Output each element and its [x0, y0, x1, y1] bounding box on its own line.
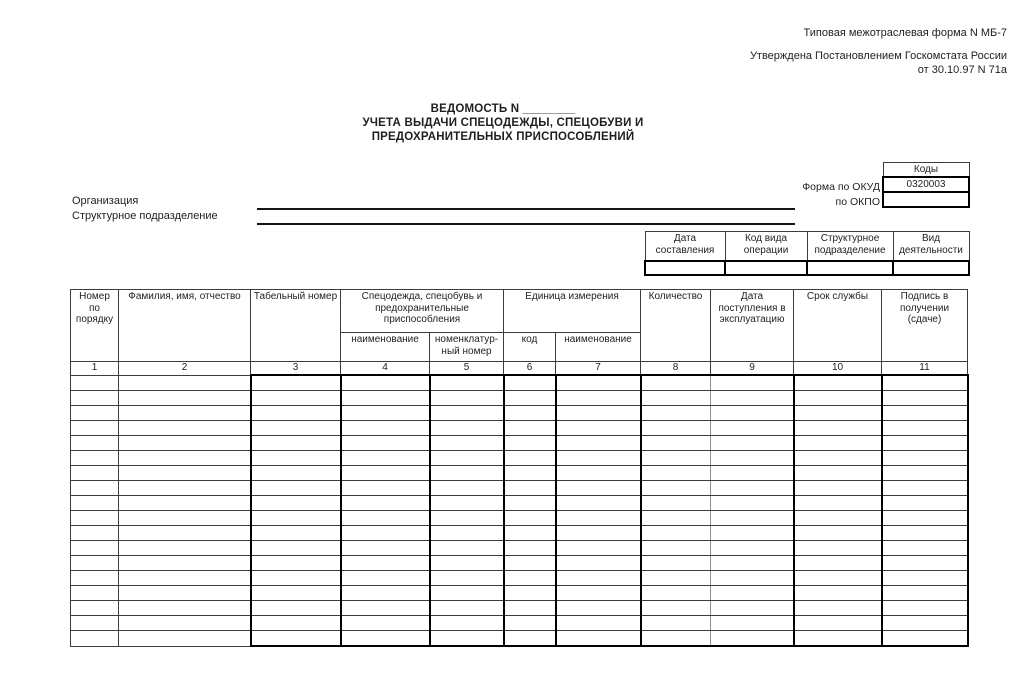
approval-date-note: от 30.10.97 N 71а — [917, 64, 1007, 76]
blank-cell — [341, 436, 430, 451]
blank-cell — [119, 421, 251, 436]
title-line-2: УЧЕТА ВЫДАЧИ СПЕЦОДЕЖДЫ, СПЕЦОБУВИ И — [362, 117, 644, 129]
blank-cell — [504, 631, 556, 647]
col-header-signature: Подпись в получении (сдаче) — [882, 290, 968, 362]
blank-cell — [711, 391, 794, 406]
blank-cell — [341, 601, 430, 616]
blank-cell — [341, 526, 430, 541]
document-title — [363, 102, 644, 144]
organization-label: Организация — [72, 195, 139, 207]
blank-cell — [641, 406, 711, 421]
blank-cell — [119, 466, 251, 481]
blank-cell — [71, 436, 119, 451]
blank-cell — [882, 481, 968, 496]
blank-cell — [794, 451, 882, 466]
okud-label: Форма по ОКУД — [802, 181, 880, 193]
blank-cell — [119, 451, 251, 466]
blank-cell — [556, 526, 641, 541]
blank-cell — [119, 496, 251, 511]
blank-cell — [119, 601, 251, 616]
form-type-note: Типовая межотраслевая форма N МБ-7 — [803, 27, 1007, 39]
blank-cell — [504, 481, 556, 496]
blank-cell — [794, 631, 882, 647]
blank-cell — [641, 421, 711, 436]
table-row — [71, 451, 968, 466]
info-header-department: Структурное подразделение — [807, 232, 893, 262]
blank-cell — [794, 496, 882, 511]
blank-cell — [711, 375, 794, 391]
blank-cell — [119, 541, 251, 556]
blank-cell — [71, 451, 119, 466]
blank-cell — [341, 586, 430, 601]
blank-cell — [251, 466, 341, 481]
blank-cell — [251, 375, 341, 391]
blank-cell — [341, 511, 430, 526]
blank-cell — [119, 556, 251, 571]
blank-cell — [504, 451, 556, 466]
blank-cell — [556, 541, 641, 556]
blank-cell — [504, 391, 556, 406]
blank-cell — [556, 375, 641, 391]
blank-cell — [882, 526, 968, 541]
blank-cell — [430, 601, 504, 616]
blank-cell — [71, 601, 119, 616]
table-row — [71, 391, 968, 406]
blank-cell — [341, 481, 430, 496]
blank-cell — [556, 571, 641, 586]
blank-cell — [711, 421, 794, 436]
blank-cell — [251, 586, 341, 601]
blank-cell — [119, 631, 251, 647]
blank-cell — [882, 586, 968, 601]
blank-cell — [119, 571, 251, 586]
blank-cell — [341, 466, 430, 481]
col-header-service-life: Срок службы — [794, 290, 882, 362]
col-header-personnel-number: Табельный номер — [251, 290, 341, 362]
blank-cell — [711, 541, 794, 556]
table-row — [71, 601, 968, 616]
blank-cell — [882, 496, 968, 511]
blank-cell — [882, 601, 968, 616]
blank-cell — [251, 421, 341, 436]
info-value-cell — [893, 261, 969, 275]
blank-cell — [430, 436, 504, 451]
info-header-activity: Вид деятельности — [893, 232, 969, 262]
blank-cell — [71, 586, 119, 601]
blank-cell — [556, 466, 641, 481]
col-number-cell: 9 — [711, 362, 794, 376]
blank-cell — [71, 421, 119, 436]
blank-cell — [251, 526, 341, 541]
blank-cell — [556, 451, 641, 466]
blank-cell — [430, 406, 504, 421]
col-header-item-name: наименование — [341, 333, 430, 362]
blank-cell — [341, 391, 430, 406]
blank-cell — [556, 616, 641, 631]
blank-cell — [504, 466, 556, 481]
blank-cell — [641, 511, 711, 526]
info-value-cell — [725, 261, 807, 275]
blank-cell — [641, 496, 711, 511]
blank-cell — [641, 631, 711, 647]
blank-cell — [71, 511, 119, 526]
department-label: Структурное подразделение — [72, 210, 218, 222]
blank-cell — [430, 466, 504, 481]
blank-cell — [794, 526, 882, 541]
table-row — [71, 406, 968, 421]
blank-cell — [504, 496, 556, 511]
blank-cell — [641, 375, 711, 391]
blank-cell — [119, 586, 251, 601]
col-number-cell: 3 — [251, 362, 341, 376]
blank-cell — [430, 586, 504, 601]
blank-cell — [71, 406, 119, 421]
blank-cell — [556, 586, 641, 601]
info-value-cell — [807, 261, 893, 275]
blank-cell — [641, 436, 711, 451]
blank-cell — [794, 421, 882, 436]
blank-cell — [641, 466, 711, 481]
group-header-unit: Единица измерения — [504, 290, 641, 333]
blank-cell — [504, 375, 556, 391]
blank-cell — [711, 436, 794, 451]
blank-cell — [882, 451, 968, 466]
blank-cell — [711, 451, 794, 466]
blank-cell — [556, 391, 641, 406]
col-header-date-in-service: Дата поступления в эксплуатацию — [711, 290, 794, 362]
blank-cell — [430, 511, 504, 526]
blank-cell — [641, 556, 711, 571]
blank-cell — [119, 375, 251, 391]
blank-cell — [882, 391, 968, 406]
blank-cell — [641, 481, 711, 496]
blank-cell — [119, 406, 251, 421]
blank-cell — [251, 571, 341, 586]
blank-cell — [794, 481, 882, 496]
blank-cell — [430, 421, 504, 436]
blank-cell — [71, 481, 119, 496]
info-header-operation-code: Код вида операции — [725, 232, 807, 262]
blank-cell — [504, 541, 556, 556]
blank-cell — [556, 436, 641, 451]
blank-cell — [504, 406, 556, 421]
table-row — [71, 631, 968, 647]
col-header-number: Номер по порядку — [71, 290, 119, 362]
blank-cell — [430, 631, 504, 647]
blank-cell — [556, 631, 641, 647]
blank-cell — [556, 406, 641, 421]
blank-cell — [341, 406, 430, 421]
blank-cell — [882, 421, 968, 436]
blank-cell — [641, 601, 711, 616]
blank-cell — [341, 421, 430, 436]
blank-cell — [504, 571, 556, 586]
blank-cell — [430, 541, 504, 556]
info-table — [644, 231, 970, 276]
table-row — [71, 436, 968, 451]
blank-cell — [71, 571, 119, 586]
blank-cell — [71, 556, 119, 571]
blank-cell — [119, 511, 251, 526]
table-row — [71, 375, 968, 391]
blank-cell — [711, 631, 794, 647]
blank-cell — [251, 511, 341, 526]
col-header-name: Фамилия, имя, отчество — [119, 290, 251, 362]
blank-cell — [882, 466, 968, 481]
blank-cell — [556, 421, 641, 436]
blank-cell — [882, 556, 968, 571]
blank-cell — [794, 436, 882, 451]
codes-labels — [802, 180, 880, 210]
blank-cell — [711, 466, 794, 481]
blank-cell — [794, 511, 882, 526]
blank-cell — [119, 526, 251, 541]
blank-cell — [794, 571, 882, 586]
blank-cell — [794, 541, 882, 556]
approval-note: Утверждена Постановлением Госкомстата России — [749, 50, 1007, 62]
table-row — [71, 556, 968, 571]
blank-cell — [430, 375, 504, 391]
blank-cell — [71, 526, 119, 541]
col-number-cell: 2 — [119, 362, 251, 376]
blank-cell — [882, 541, 968, 556]
blank-cell — [251, 481, 341, 496]
table-row — [71, 466, 968, 481]
blank-cell — [251, 406, 341, 421]
blank-cell — [71, 466, 119, 481]
blank-cell — [430, 526, 504, 541]
col-number-cell: 7 — [556, 362, 641, 376]
blank-cell — [251, 391, 341, 406]
blank-cell — [882, 511, 968, 526]
col-header-nomenclature-number: номенклатур-ный номер — [430, 333, 504, 362]
blank-cell — [430, 571, 504, 586]
blank-cell — [504, 601, 556, 616]
blank-cell — [641, 526, 711, 541]
blank-cell — [71, 541, 119, 556]
blank-cell — [556, 511, 641, 526]
table-row — [71, 586, 968, 601]
blank-cell — [119, 391, 251, 406]
blank-cell — [430, 616, 504, 631]
blank-cell — [341, 571, 430, 586]
blank-cell — [71, 375, 119, 391]
blank-cell — [711, 556, 794, 571]
blank-cell — [504, 526, 556, 541]
blank-cell — [430, 556, 504, 571]
blank-cell — [430, 496, 504, 511]
blank-cell — [504, 616, 556, 631]
blank-cell — [556, 496, 641, 511]
blank-cell — [711, 526, 794, 541]
blank-cell — [251, 616, 341, 631]
blank-cell — [556, 601, 641, 616]
col-number-cell: 8 — [641, 362, 711, 376]
blank-cell — [119, 616, 251, 631]
blank-cell — [794, 406, 882, 421]
blank-cell — [251, 601, 341, 616]
blank-cell — [711, 571, 794, 586]
info-header-date: Дата составления — [645, 232, 725, 262]
table-row — [71, 526, 968, 541]
blank-cell — [504, 586, 556, 601]
table-row — [71, 496, 968, 511]
blank-cell — [641, 616, 711, 631]
col-header-quantity: Количество — [641, 290, 711, 362]
blank-cell — [71, 616, 119, 631]
organization-fill-line — [257, 208, 795, 210]
blank-cell — [794, 391, 882, 406]
blank-cell — [556, 556, 641, 571]
info-value-cell — [645, 261, 725, 275]
okpo-value-cell — [883, 192, 969, 207]
blank-cell — [641, 391, 711, 406]
codes-box — [882, 162, 970, 208]
blank-cell — [794, 601, 882, 616]
col-number-cell: 10 — [794, 362, 882, 376]
blank-cell — [711, 586, 794, 601]
blank-cell — [504, 421, 556, 436]
blank-cell — [711, 601, 794, 616]
blank-cell — [430, 391, 504, 406]
col-number-cell: 6 — [504, 362, 556, 376]
col-header-unit-code: код — [504, 333, 556, 362]
table-row — [71, 571, 968, 586]
title-line-3: ПРЕДОХРАНИТЕЛЬНЫХ ПРИСПОСОБЛЕНИЙ — [371, 131, 635, 143]
table-row — [71, 481, 968, 496]
blank-cell — [882, 436, 968, 451]
main-table — [70, 289, 969, 647]
blank-cell — [119, 436, 251, 451]
blank-cell — [341, 541, 430, 556]
blank-cell — [251, 496, 341, 511]
blank-cell — [430, 481, 504, 496]
blank-cell — [794, 466, 882, 481]
group-header-workwear: Спецодежда, спецобувь и предохранительные приспособления — [341, 290, 504, 333]
blank-cell — [341, 496, 430, 511]
blank-cell — [504, 556, 556, 571]
col-number-cell: 5 — [430, 362, 504, 376]
blank-cell — [711, 406, 794, 421]
blank-cell — [430, 451, 504, 466]
blank-cell — [251, 631, 341, 647]
col-header-unit-name: наименование — [556, 333, 641, 362]
table-row — [71, 511, 968, 526]
blank-cell — [504, 436, 556, 451]
col-number-cell: 1 — [71, 362, 119, 376]
blank-cell — [71, 631, 119, 647]
blank-cell — [119, 481, 251, 496]
table-row — [71, 421, 968, 436]
blank-cell — [71, 391, 119, 406]
blank-cell — [794, 586, 882, 601]
blank-cell — [882, 406, 968, 421]
table-row — [71, 616, 968, 631]
blank-cell — [794, 616, 882, 631]
blank-cell — [341, 451, 430, 466]
blank-cell — [711, 616, 794, 631]
blank-cell — [641, 451, 711, 466]
blank-cell — [556, 481, 641, 496]
blank-cell — [251, 541, 341, 556]
blank-cell — [341, 556, 430, 571]
blank-cell — [341, 631, 430, 647]
col-number-cell: 4 — [341, 362, 430, 376]
blank-cell — [882, 571, 968, 586]
blank-cell — [341, 375, 430, 391]
title-line-1: ВЕДОМОСТЬ N ________ — [430, 103, 576, 115]
blank-cell — [504, 511, 556, 526]
blank-cell — [641, 541, 711, 556]
table-row — [71, 541, 968, 556]
blank-cell — [882, 631, 968, 647]
blank-cell — [711, 511, 794, 526]
blank-cell — [711, 481, 794, 496]
blank-cell — [641, 586, 711, 601]
blank-cell — [251, 436, 341, 451]
blank-cell — [341, 616, 430, 631]
blank-cell — [641, 571, 711, 586]
blank-cell — [794, 556, 882, 571]
blank-cell — [882, 375, 968, 391]
blank-cell — [882, 616, 968, 631]
blank-cell — [251, 556, 341, 571]
blank-cell — [794, 375, 882, 391]
okud-value-cell: 0320003 — [883, 177, 969, 192]
department-fill-line — [257, 223, 795, 225]
codes-header-cell: Коды — [883, 163, 969, 178]
blank-cell — [71, 496, 119, 511]
blank-cell — [711, 496, 794, 511]
okpo-label: по ОКПО — [835, 196, 880, 208]
blank-cell — [251, 451, 341, 466]
col-number-cell: 11 — [882, 362, 968, 376]
